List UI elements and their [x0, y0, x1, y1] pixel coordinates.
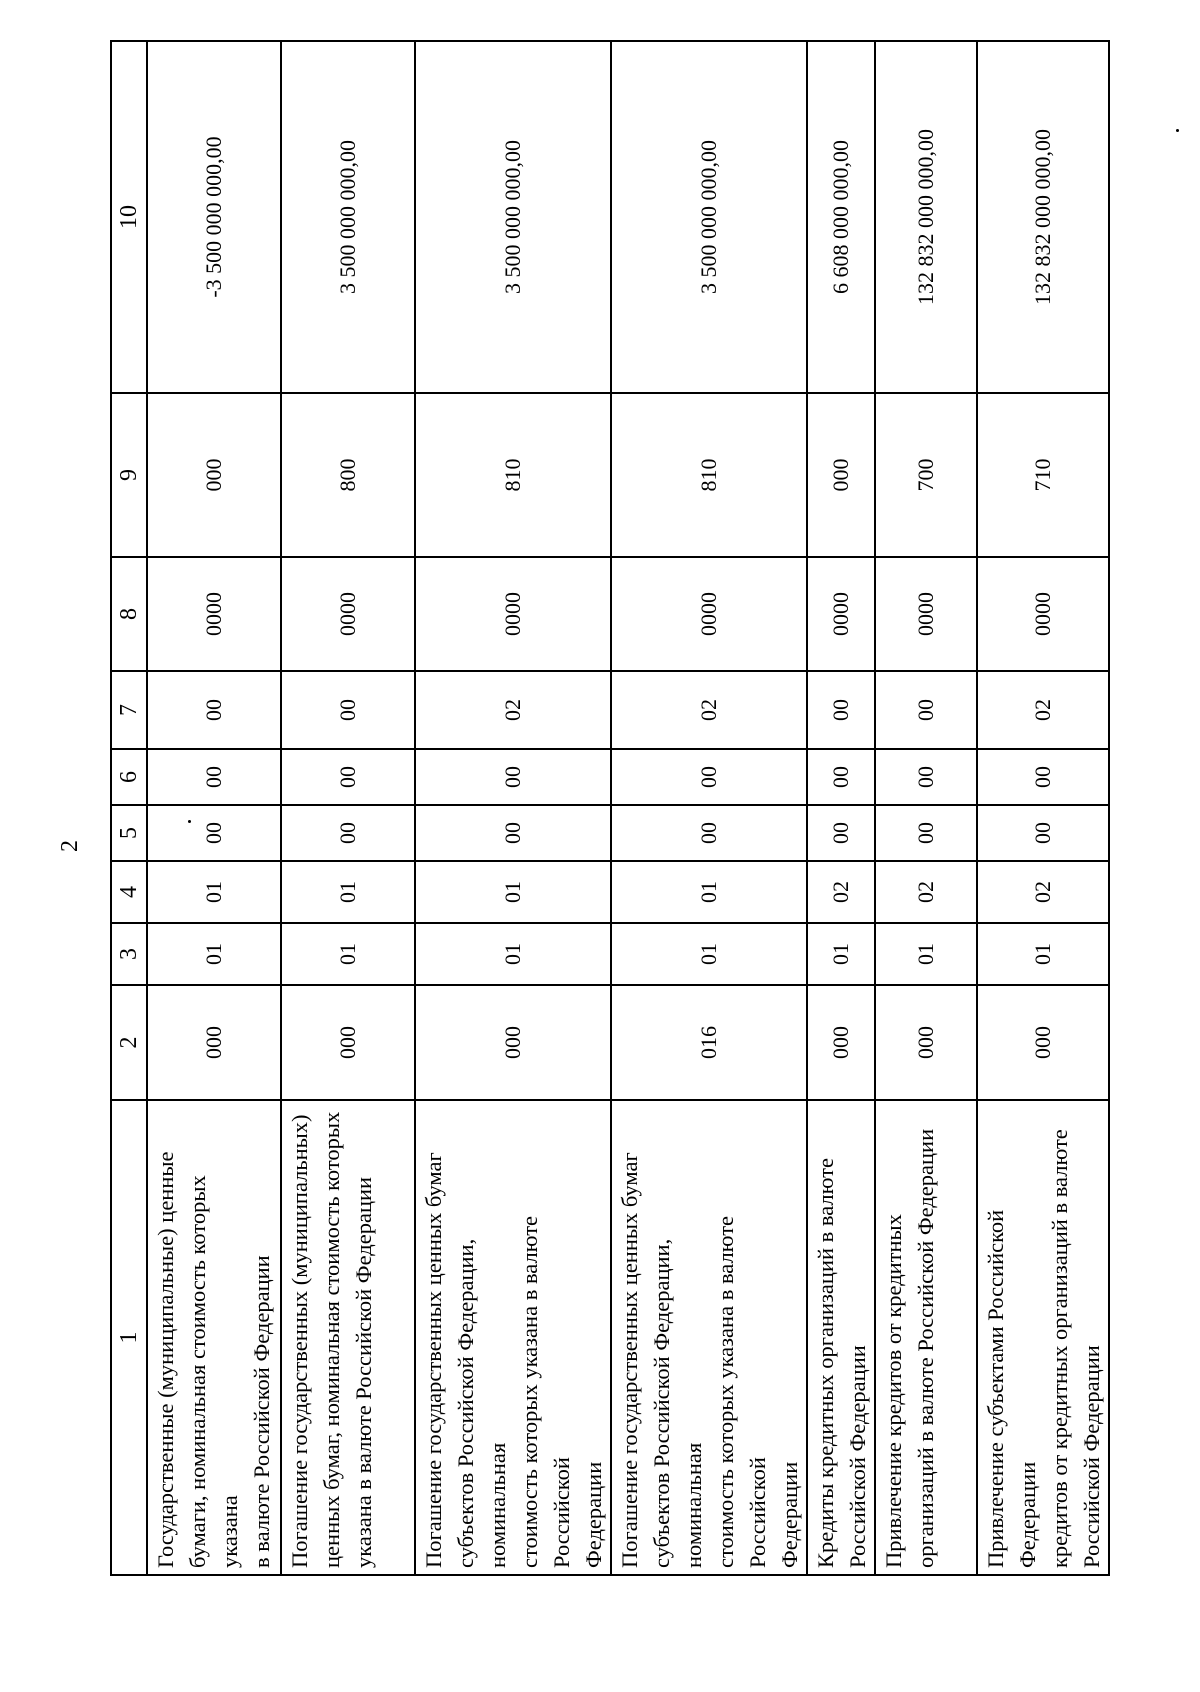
code-cell: 01 [611, 861, 807, 923]
code-cell: 000 [281, 985, 415, 1100]
column-number-row [111, 41, 147, 1575]
code-cell: 00 [977, 749, 1109, 805]
code-cell: 000 [807, 393, 875, 557]
code-cell: 000 [977, 985, 1109, 1100]
code-cell: 0000 [807, 557, 875, 671]
code-cell: 00 [281, 749, 415, 805]
code-cell: 02 [611, 671, 807, 749]
column-header: 3 [111, 923, 147, 985]
code-cell: 016 [611, 985, 807, 1100]
code-cell: 000 [147, 985, 281, 1100]
code-cell: 0000 [281, 557, 415, 671]
code-cell: 0000 [415, 557, 611, 671]
code-cell: 01 [611, 923, 807, 985]
column-header: 1 [111, 1100, 147, 1575]
amount-cell: 132 832 000 000,00 [875, 41, 977, 393]
amount-cell: 132 832 000 000,00 [977, 41, 1109, 393]
amount-cell: -3 500 000 000,00 [147, 41, 281, 393]
code-cell: 01 [281, 923, 415, 985]
code-cell: 01 [875, 923, 977, 985]
row-description: Погашение государственных (муниципальных) ценных бумаг, номинальная стоимость которых указана в валюте Российской Федерации [281, 1100, 415, 1575]
code-cell: 00 [147, 749, 281, 805]
code-cell: 00 [875, 749, 977, 805]
row-description: Привлечение кредитов от кредитных организаций в валюте Российской Федерации [875, 1100, 977, 1575]
code-cell: 02 [977, 861, 1109, 923]
table-row [875, 41, 977, 1575]
column-header: 4 [111, 861, 147, 923]
page-number: 2 [57, 840, 83, 852]
code-cell: 00 [147, 805, 281, 861]
code-cell: 01 [281, 861, 415, 923]
code-cell: 00 [807, 805, 875, 861]
code-cell: 810 [415, 393, 611, 557]
code-cell: 000 [807, 985, 875, 1100]
row-description: Погашение государственных ценных бумаг субъектов Российской Федерации, номинальная стоимость которых указана в валюте Российской Федерации [415, 1100, 611, 1575]
amount-cell: 6 608 000 000,00 [807, 41, 875, 393]
code-cell: 01 [807, 923, 875, 985]
code-cell: 02 [807, 861, 875, 923]
code-cell: 700 [875, 393, 977, 557]
code-cell: 00 [281, 671, 415, 749]
amount-cell: 3 500 000 000,00 [611, 41, 807, 393]
rotated-table-frame [110, 42, 1104, 1576]
column-header: 9 [111, 393, 147, 557]
code-cell: 0000 [611, 557, 807, 671]
code-cell: 710 [977, 393, 1109, 557]
code-cell: 00 [875, 805, 977, 861]
code-cell: 01 [147, 861, 281, 923]
code-cell: 000 [415, 985, 611, 1100]
column-header: 7 [111, 671, 147, 749]
column-header: 5 [111, 805, 147, 861]
code-cell: 00 [415, 805, 611, 861]
column-header: 8 [111, 557, 147, 671]
table-row [415, 41, 611, 1575]
code-cell: 0000 [977, 557, 1109, 671]
code-cell: 01 [147, 923, 281, 985]
code-cell: 000 [147, 393, 281, 557]
code-cell: 01 [415, 861, 611, 923]
table-row [611, 41, 807, 1575]
column-header: 2 [111, 985, 147, 1100]
row-description: Кредиты кредитных организаций в валюте Российской Федерации [807, 1100, 875, 1575]
code-cell: 0000 [147, 557, 281, 671]
code-cell: 810 [611, 393, 807, 557]
code-cell: 00 [281, 805, 415, 861]
code-cell: 00 [611, 805, 807, 861]
row-description: Привлечение субъектами Российской Федерации кредитов от кредитных организаций в валюте Российской Федерации [977, 1100, 1109, 1575]
table-row [977, 41, 1109, 1575]
code-cell: 00 [807, 671, 875, 749]
code-cell: 01 [977, 923, 1109, 985]
code-cell: 00 [611, 749, 807, 805]
code-cell: 00 [415, 749, 611, 805]
table-row [281, 41, 415, 1575]
table-row [807, 41, 875, 1575]
code-cell: 02 [875, 861, 977, 923]
budget-sources-table [110, 40, 1110, 1576]
code-cell: 000 [875, 985, 977, 1100]
amount-cell: 3 500 000 000,00 [415, 41, 611, 393]
row-description: Погашение государственных ценных бумаг субъектов Российской Федерации, номинальная стоимость которых указана в валюте Российской Федерации [611, 1100, 807, 1575]
code-cell: 0000 [875, 557, 977, 671]
scan-speck [1176, 129, 1179, 132]
code-cell: 800 [281, 393, 415, 557]
amount-cell: 3 500 000 000,00 [281, 41, 415, 393]
code-cell: 01 [415, 923, 611, 985]
code-cell: 00 [875, 671, 977, 749]
code-cell: 00 [977, 805, 1109, 861]
code-cell: 00 [147, 671, 281, 749]
code-cell: 02 [415, 671, 611, 749]
row-description: Государственные (муниципальные) ценные бумаги, номинальная стоимость которых указана в валюте Российской Федерации [147, 1100, 281, 1575]
column-header: 6 [111, 749, 147, 805]
code-cell: 00 [807, 749, 875, 805]
table-row [147, 41, 281, 1575]
column-header: 10 [111, 41, 147, 393]
code-cell: 02 [977, 671, 1109, 749]
